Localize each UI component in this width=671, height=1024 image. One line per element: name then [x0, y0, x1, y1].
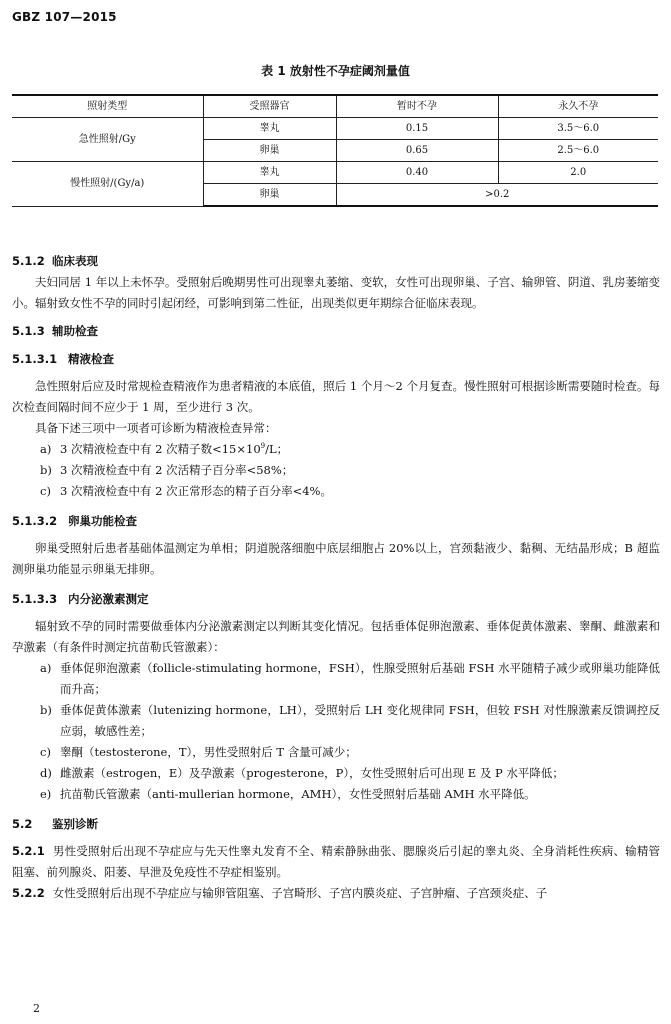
list-item [12, 784, 660, 805]
perm-dose-cell: 2.0 [498, 162, 658, 184]
clause-5-2-1 [12, 841, 660, 883]
paragraph: 卵巢受照射后患者基础体温测定为单相；阴道脱落细胞中底层细胞占 20%以上，宫颈黏液少、黏稠、无结晶形成；B 超监测卵巢功能显示卵巢无排卵。 [12, 541, 660, 576]
list-marker: c) [40, 745, 51, 759]
temp-dose-cell: 0.40 [336, 162, 498, 184]
acute-exposure-label: 急性照射/Gy [12, 118, 203, 162]
paragraph: 具备下述三项中一项者可诊断为精液检查异常： [35, 421, 277, 435]
list-text: 抗苗勒氏管激素（anti-mullerian hormone，AMH），女性受照射后基础 AMH 水平降低。 [60, 787, 536, 801]
list-text: 垂体促卵泡激素（follicle-stimulating hormone，FSH），性腺受照射后基础 FSH 水平随精子减少或卵巢功能降低而升高； [60, 661, 660, 696]
section-heading-5-2 [12, 813, 660, 835]
list-item [12, 658, 660, 700]
clause-text: 女性受照射后出现不孕症应与输卵管阻塞、子宫畸形、子宫内膜炎症、子宫肿瘤、子宫颈炎症、子 [52, 886, 548, 900]
chronic-exposure-label: 慢性照射/(Gy/a) [12, 162, 203, 207]
section-title: 精液检查 [68, 352, 114, 366]
paragraph: 夫妇同居 1 年以上未怀孕。受照射后晚期男性可出现睾丸萎缩、变软，女性可出现卵巢、子宫、输卵管、阴道、乳房萎缩变小。辐射致女性不孕的同时引起闭经，可影响到第二性征，出现类似更年期综合征临床表现。 [12, 275, 660, 310]
list-marker: a) [40, 442, 52, 456]
section-title: 临床表现 [52, 254, 98, 268]
section-title: 辅助检查 [52, 324, 98, 338]
section-title: 卵巢功能检查 [68, 514, 137, 528]
list-marker: e) [40, 787, 52, 801]
list-marker: b) [40, 463, 52, 477]
list-marker: b) [40, 703, 52, 717]
list-marker: a) [40, 661, 52, 675]
clause-number: 5.2.1 [12, 844, 45, 858]
section-number: 5.1.3 [12, 324, 45, 338]
temp-dose-cell: 0.65 [336, 140, 498, 162]
list-item [12, 439, 660, 460]
list-item [12, 742, 660, 763]
list-text: 雌激素（estrogen，E）及孕激素（progesterone，P），女性受照射后可出现 E 及 P 水平降低； [60, 766, 564, 780]
list-text: 睾酮（testosterone，T），男性受照射后 T 含量可减少； [60, 745, 357, 759]
section-number: 5.1.3.2 [12, 514, 58, 528]
section-heading-5-1-3-2 [12, 510, 660, 532]
table-header-row [12, 95, 658, 118]
list-text: 垂体促黄体激素（lutenizing hormone，LH），受照射后 LH 变化规律同 FSH，但较 FSH 对性腺激素反馈调控反应弱，敏感性差； [60, 703, 660, 738]
header-cell: 永久不孕 [498, 95, 658, 118]
section-number: 5.2 [12, 817, 33, 831]
document-body [12, 250, 660, 904]
list-marker: c) [40, 484, 51, 498]
section-heading-5-1-2 [12, 250, 660, 272]
clause-number: 5.2.2 [12, 886, 45, 900]
table-row [12, 118, 658, 140]
list-text: 3 次精液检查中有 2 次正常形态的精子百分率<4%。 [60, 484, 332, 498]
list-text: /L； [265, 442, 289, 456]
organ-cell: 睾丸 [203, 118, 336, 140]
clause-text: 男性受照射后出现不孕症应与先天性睾丸发育不全、精索静脉曲张、腮腺炎后引起的睾丸炎、全身消耗性疾病、输精管阻塞、前列腺炎、阳萎、早泄及免疫性不孕症相鉴别。 [12, 844, 660, 879]
clause-5-2-2 [12, 883, 660, 904]
list-item [12, 763, 660, 784]
standard-code-header: GBZ 107—2015 [12, 10, 117, 24]
list-text: 3 次精液检查中有 2 次精子数<15×10 [60, 442, 261, 456]
section-number: 5.1.3.3 [12, 592, 58, 606]
section-number: 5.1.3.1 [12, 352, 58, 366]
organ-cell: 睾丸 [203, 162, 336, 184]
section-heading-5-1-3-1 [12, 348, 660, 370]
header-cell: 照射类型 [12, 95, 203, 118]
list-item [12, 460, 660, 481]
list-item [12, 700, 660, 742]
table-title: 表 1 放射性不孕症阈剂量值 [261, 64, 410, 78]
superscript: 9 [260, 442, 266, 451]
paragraph: 急性照射后应及时常规检查精液作为患者精液的本底值，照后 1 个月～2 个月复查。慢性照射可根据诊断需要随时检查。每次检查间隔时间不应少于 1 周，至少进行 3 次。 [12, 379, 660, 414]
header-cell: 暂时不孕 [336, 95, 498, 118]
section-number: 5.1.2 [12, 254, 45, 268]
perm-dose-cell: 3.5～6.0 [498, 118, 658, 140]
section-heading-5-1-3 [12, 320, 660, 342]
list-marker: d) [40, 766, 52, 780]
list-text: 3 次精液检查中有 2 次活精子百分率<58%； [60, 463, 294, 477]
table-row [12, 162, 658, 184]
section-title: 内分泌激素测定 [68, 592, 149, 606]
perm-dose-cell: 2.5～6.0 [498, 140, 658, 162]
paragraph: 辐射致不孕的同时需要做垂体内分泌激素测定以判断其变化情况。包括垂体促卵泡激素、垂体促黄体激素、睾酮、雌激素和孕激素（有条件时测定抗苗勒氏管激素）： [12, 619, 660, 654]
organ-cell: 卵巢 [203, 140, 336, 162]
page-number: 2 [33, 1002, 40, 1015]
list-item [12, 481, 660, 502]
temp-dose-cell: 0.15 [336, 118, 498, 140]
organ-cell: 卵巢 [203, 184, 336, 207]
section-title: 鉴别诊断 [52, 817, 98, 831]
merged-dose-cell: >0.2 [336, 184, 658, 207]
section-heading-5-1-3-3 [12, 588, 660, 610]
header-cell: 受照器官 [203, 95, 336, 118]
dose-threshold-table [12, 94, 658, 207]
